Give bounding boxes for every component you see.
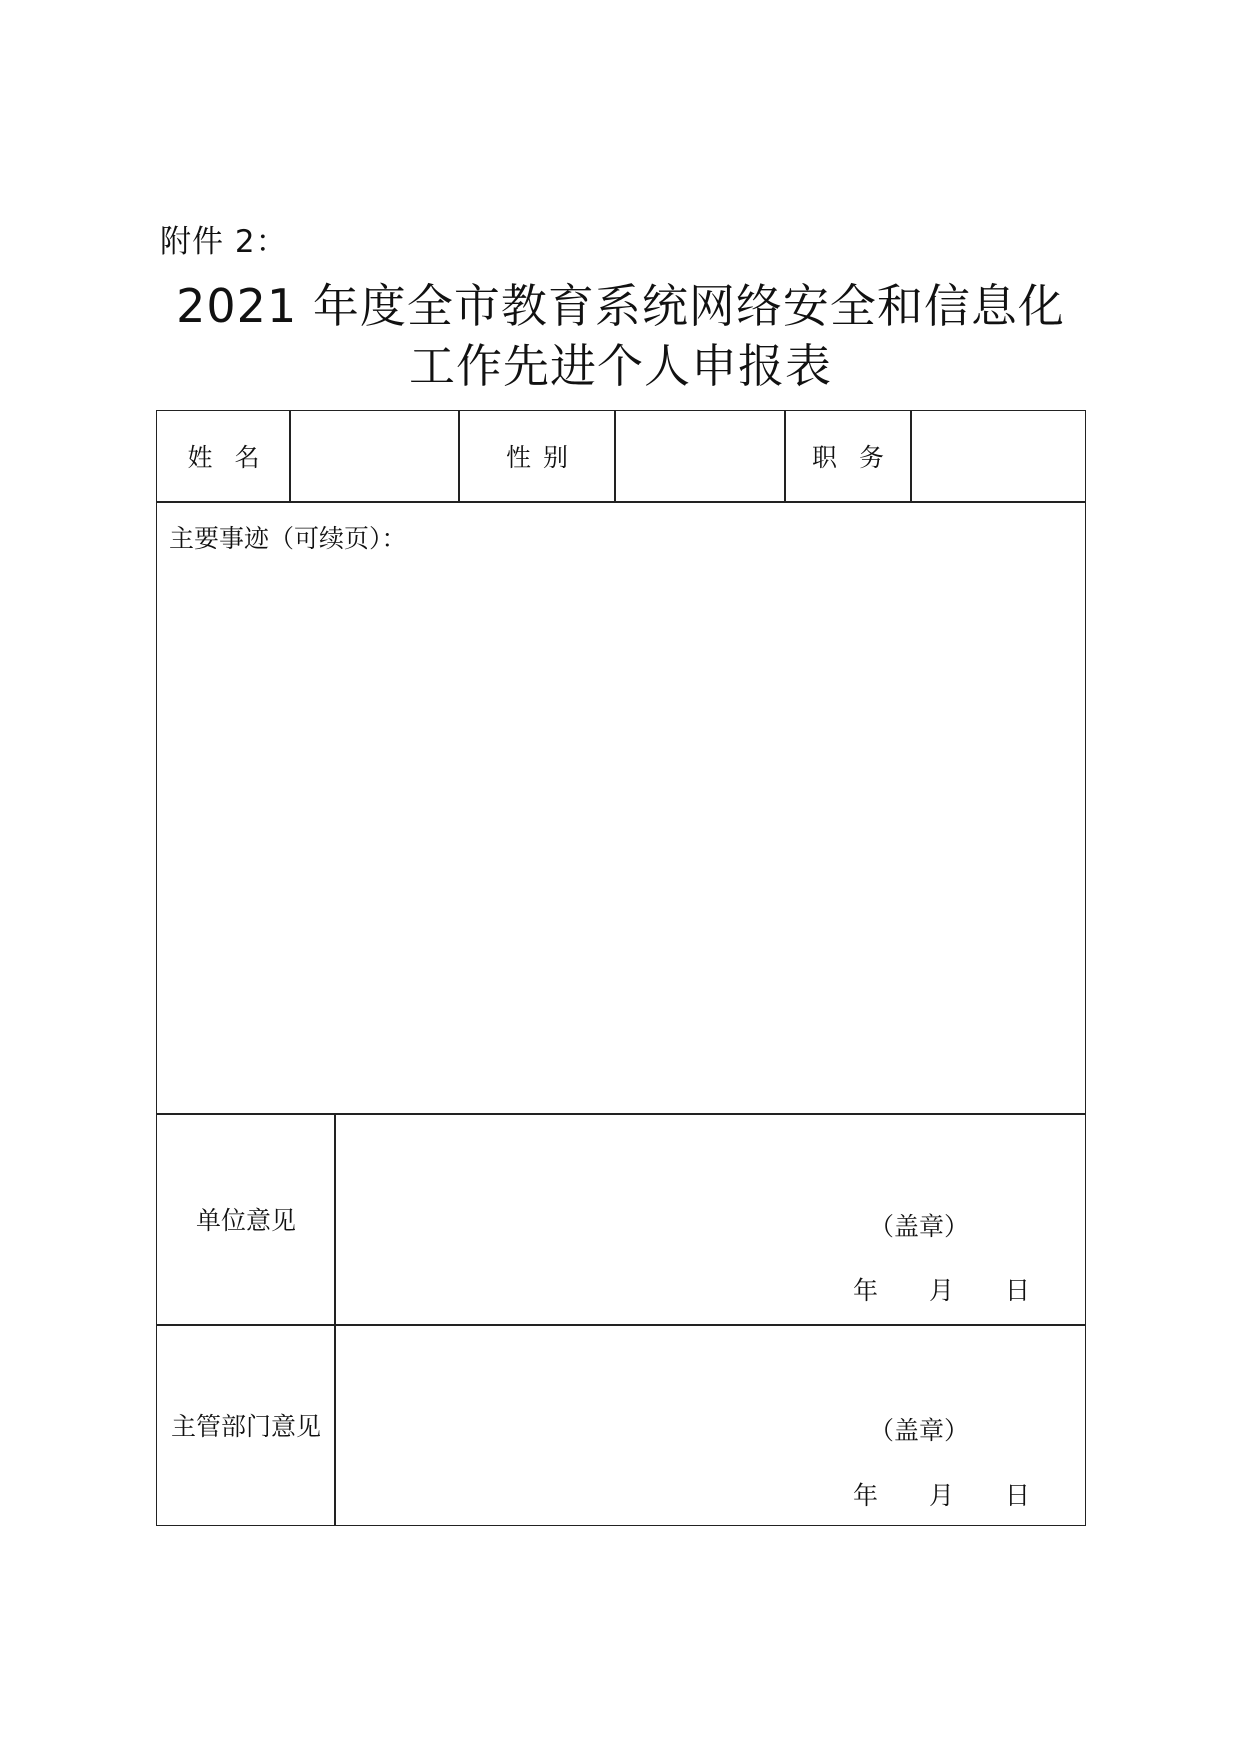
position-label: 职务 [811,443,906,472]
gender-field[interactable] [615,411,785,501]
unit-month-label: 月 [929,1276,955,1305]
divider [614,411,616,501]
divider [458,411,460,501]
dept-date-label [853,1476,1030,1512]
dept-stamp-label: （盖章） [869,1416,970,1445]
annex-label: 附件 2： [160,224,288,260]
main-deeds-field[interactable] [157,561,1084,1111]
unit-opinion-label: 单位意见 [195,1206,296,1235]
dept-day-label: 日 [1005,1481,1031,1510]
unit-stamp-label: （盖章） [869,1212,970,1241]
divider [157,501,1085,503]
main-deeds-label: 主要事迹（可续页）： [169,524,407,553]
divider [289,411,291,501]
dept-opinion-label: 主管部门意见 [170,1412,321,1441]
unit-year-label: 年 [853,1276,879,1305]
page-title-line2: 工作先进个人申报表 [409,339,832,393]
name-field[interactable] [290,411,459,501]
position-field[interactable] [911,411,1084,501]
unit-date-label [853,1271,1030,1307]
page-title-line1: 2021 年度全市教育系统网络安全和信息化 [176,279,1065,333]
divider [910,411,912,501]
name-label: 姓名 [187,443,282,472]
gender-label: 性别 [505,443,580,472]
application-form [156,410,1086,1526]
divider [784,411,786,501]
dept-year-label: 年 [853,1481,879,1510]
dept-month-label: 月 [929,1481,955,1510]
unit-day-label: 日 [1005,1276,1031,1305]
